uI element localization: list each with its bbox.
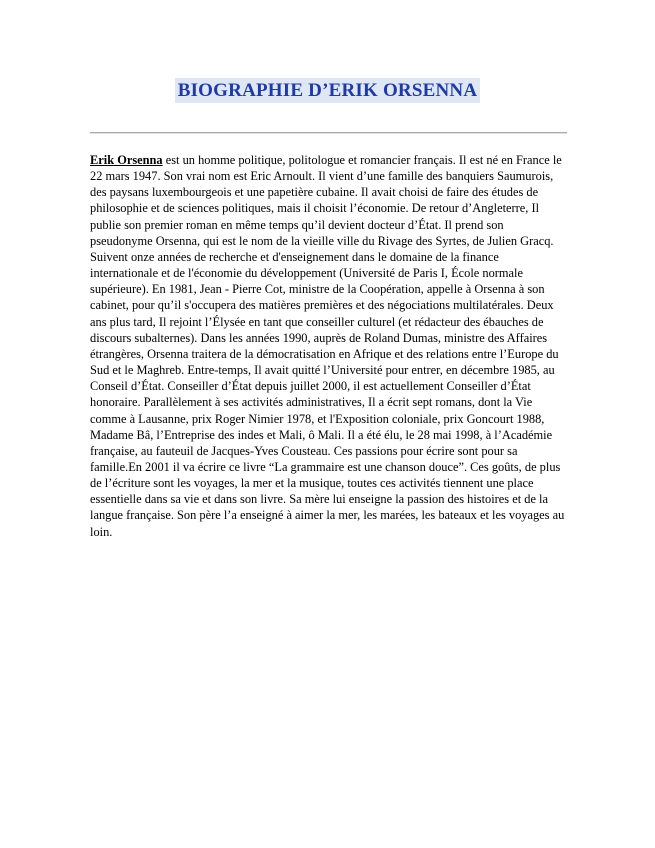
biography-paragraph	[90, 152, 566, 540]
horizontal-divider	[90, 132, 567, 134]
author-name: Erik Orsenna	[90, 153, 163, 167]
biography-text: est un homme politique, politologue et romancier français. Il est né en France le 22 mars 1947. Son vrai nom est Eric Arnoult. Il vient d’une famille des banquiers Saumurois, des paysans luxembourgeois et une papetière cubaine. Il avait choisi de faire des études de philosophie et de sciences politiques, mais il choisit l’économie. De retour d’Angleterre, Il publie son premier roman en même temps qu’il devient docteur d’État. Il prend son pseudonyme Orsenna, qui est le nom de la vieille ville du Rivage des Syrtes, de Julien Gracq. Suivent onze années de recherche et d'enseignement dans le domaine de la finance internationale et de l'économie du développement (Université de Paris I, École normale supérieure). En 1981, Jean - Pierre Cot, ministre de la Coopération, appelle à Orsenna à son cabinet, pour qu’il s'occupera des matières premières et des négociations multilatérales. Deux ans plus tard, Il rejoint l’Élysée en tant que conseiller culturel (et rédacteur des ébauches de discours subalternes). Dans les années 1990, auprès de Roland Dumas, ministre des Affaires étrangères, Orsenna traitera de la démocratisation en Afrique et des relations entre l’Europe du Sud et le Maghreb. Entre-temps, Il avait quitté l’Université pour entrer, en décembre 1985, au Conseil d’État. Conseiller d’État depuis juillet 2000, il est actuellement Conseiller d’État honoraire. Parallèlement à ses activités administratives, Il a écrit sept romans, dont la Vie comme à Lausanne, prix Roger Nimier 1978, et l'Exposition coloniale, prix Goncourt 1988, Madame Bâ, l’Entreprise des indes et Mali, ô Mali. Il a été élu, le 28 mai 1998, à l’Académie française, au fauteuil de Jacques-Yves Cousteau. Ces passions pour écrire sont pour sa famille.En 2001 il va écrire ce livre “La grammaire est une chanson douce”. Ces goûts, de plus de l’écriture sont les voyages, la mer et la musique, toutes ces activités tiennent une place essentielle dans sa vie et dans son livre. Sa mère lui enseigne la passion des histoires et de la langue française. Son père l’a enseigné à aimer la mer, les marées, les bateaux et les voyages au loin.	[90, 153, 565, 539]
title-container	[0, 78, 655, 103]
page-title: BIOGRAPHIE D’ERIK ORSENNA	[175, 78, 481, 103]
